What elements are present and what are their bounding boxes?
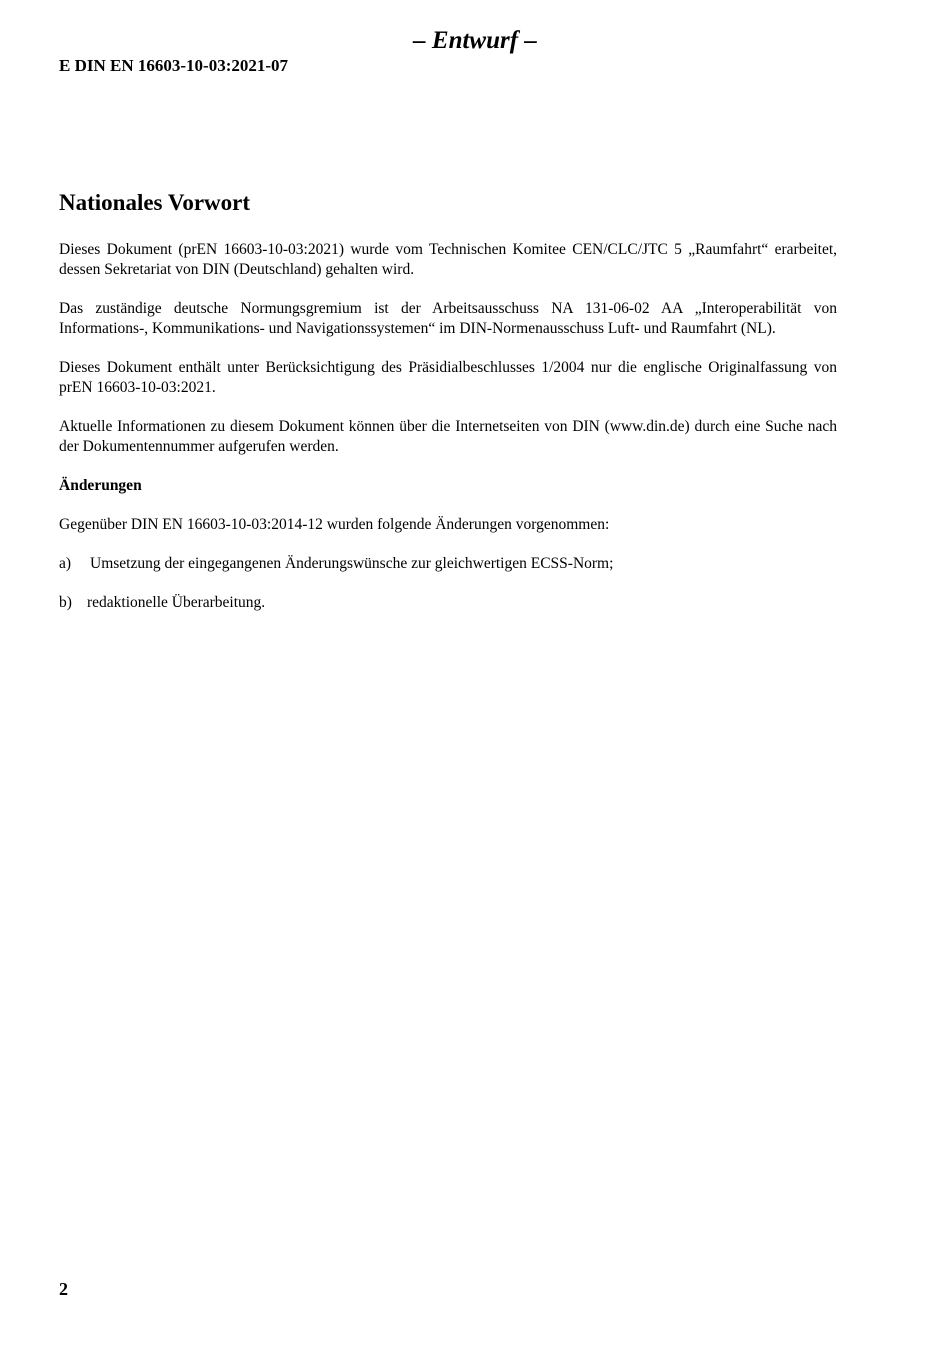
list-item (59, 554, 837, 574)
list-item-text: Umsetzung der eingegangenen Änderungswünsche zur gleichwertigen ECSS-Norm; (90, 555, 614, 572)
changes-heading: Änderungen (59, 477, 142, 494)
paragraph-committee: Dieses Dokument (prEN 16603-10-03:2021) wurde vom Technischen Komitee CEN/CLC/JTC 5 „Raumfahrt“ erarbeitet, dessen Sekretariat von DIN (Deutschland) gehalten wird. (59, 241, 837, 278)
document-id: E DIN EN 16603-10-03:2021-07 (59, 56, 289, 75)
paragraph-working-group: Das zuständige deutsche Normungsgremium ist der Arbeitsausschuss NA 131-06-02 AA „Interoperabilität von Informations-, Kommunikations- und Navigationssystemen“ im DIN-Normenausschuss Luft- und Raumfahrt (NL). (59, 300, 837, 337)
list-item-text: redaktionelle Überarbeitung. (87, 594, 266, 611)
page-number: 2 (59, 1279, 68, 1299)
section-title: Nationales Vorwort (59, 190, 251, 215)
changes-intro: Gegenüber DIN EN 16603-10-03:2014-12 wurden folgende Änderungen vorgenommen: (59, 516, 610, 533)
paragraph-language: Dieses Dokument enthält unter Berücksichtigung des Präsidialbeschlusses 1/2004 nur die englische Originalfassung von prEN 16603-10-03:2021. (59, 359, 837, 396)
draft-watermark: – Entwurf – (413, 27, 537, 54)
paragraph-information: Aktuelle Informationen zu diesem Dokument können über die Internetseiten von DIN (www.din.de) durch eine Suche nach der Dokumentennummer aufgerufen werden. (59, 418, 837, 455)
foreword-content (59, 240, 837, 632)
list-marker: a) (59, 555, 72, 572)
list-item (59, 593, 837, 613)
list-marker: b) (59, 594, 72, 611)
